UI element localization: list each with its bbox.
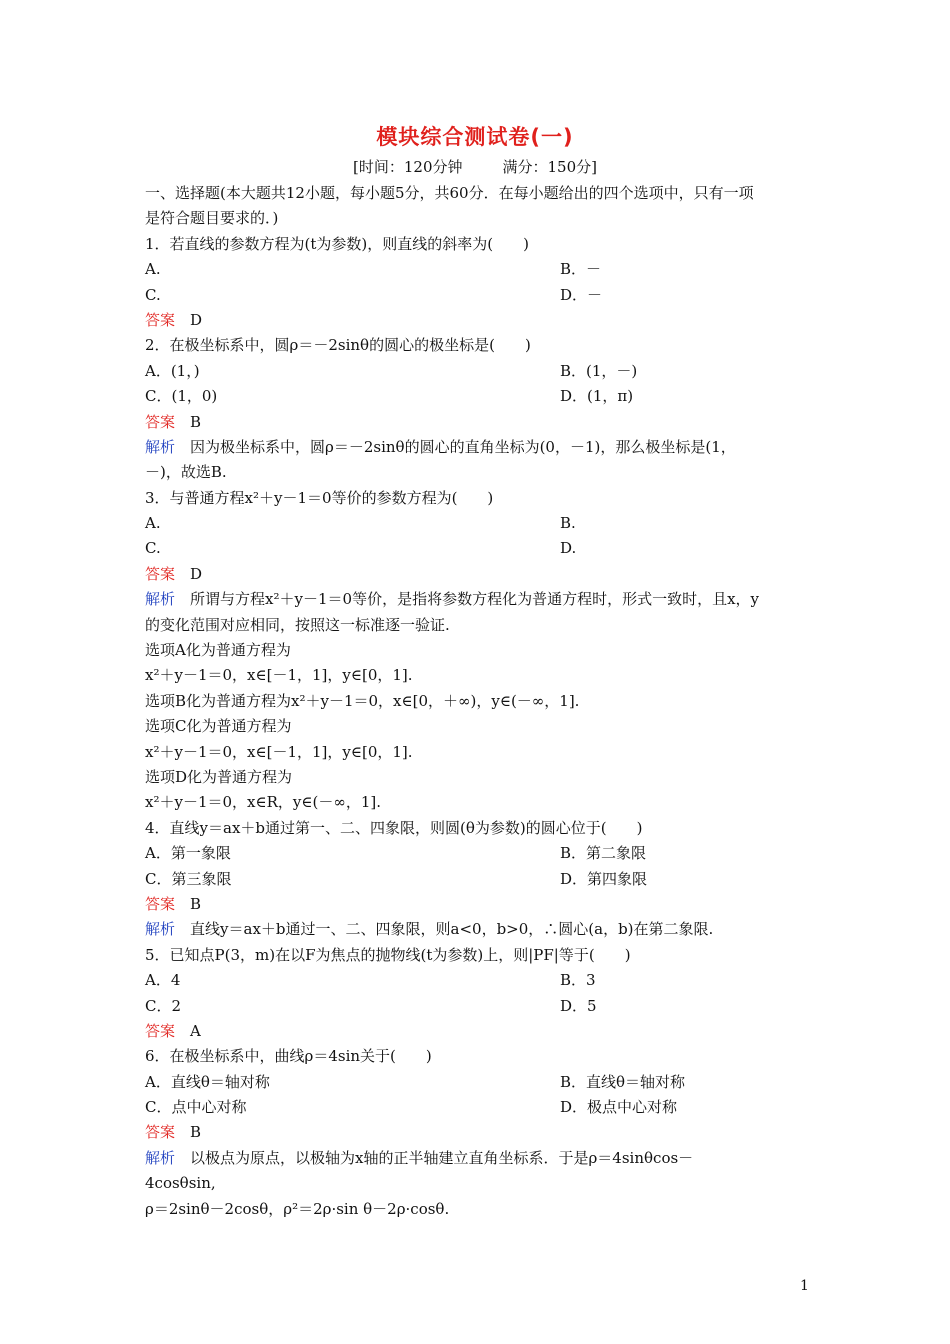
answer-value: B xyxy=(190,1123,202,1142)
analysis-text: 所谓与方程x²＋y－1＝0等价，是指将参数方程化为普通方程时，形式一致时，且x，y xyxy=(190,590,760,609)
option-a: A．4 xyxy=(145,971,181,990)
question-6-options-ab xyxy=(145,1070,813,1095)
answer-value: B xyxy=(190,412,202,431)
answer-label: 答案 xyxy=(145,894,176,913)
question-3-line: 选项A化为普通方程为 xyxy=(145,641,291,660)
section-heading-line-1: 一、选择题(本大题共12小题，每小题5分，共60分．在每小题给出的四个选项中，只有一项 xyxy=(145,184,754,202)
question-1-options-cd xyxy=(145,283,813,308)
option-d: D. xyxy=(560,539,577,558)
question-5-answer xyxy=(145,1019,813,1044)
question-1-stem: 1．若直线的参数方程为(t为参数)，则直线的斜率为( ) xyxy=(145,234,529,253)
page-number: 1 xyxy=(800,1278,809,1294)
question-2-options-cd xyxy=(145,384,813,409)
question-3-line: x²＋y－1＝0，x∈[－1，1]，y∈[0，1]. xyxy=(145,742,413,761)
option-d: D．－ xyxy=(560,285,603,304)
question-6-stem: 6．在极坐标系中，曲线ρ＝4sin关于( ) xyxy=(145,1047,432,1066)
exam-info xyxy=(0,156,950,177)
answer-value: D xyxy=(190,310,203,329)
option-d: D．(1，π) xyxy=(560,387,634,406)
answer-label: 答案 xyxy=(145,1123,176,1142)
option-d: D．极点中心对称 xyxy=(560,1098,678,1117)
question-3-analysis xyxy=(145,587,813,612)
answer-value: D xyxy=(190,564,203,583)
option-c: C. xyxy=(145,285,161,304)
question-4-options-ab xyxy=(145,841,813,866)
option-b: B．直线θ＝轴对称 xyxy=(560,1072,686,1091)
option-c: C．(1，0) xyxy=(145,387,218,406)
question-2-analysis-cont: －)，故选B. xyxy=(145,463,227,482)
option-b: B．第二象限 xyxy=(560,844,647,863)
option-d: D．第四象限 xyxy=(560,869,648,888)
question-1-answer xyxy=(145,308,813,333)
option-a: A．(1，) xyxy=(145,361,200,380)
answer-label: 答案 xyxy=(145,310,176,329)
question-4-answer xyxy=(145,892,813,917)
question-6-analysis xyxy=(145,1146,813,1171)
exam-score: 满分：150分] xyxy=(502,158,597,176)
analysis-label: 解析 xyxy=(145,590,176,609)
analysis-label: 解析 xyxy=(145,920,176,939)
page-title: 模块综合测试卷(一) xyxy=(376,125,574,149)
analysis-label: 解析 xyxy=(145,437,176,456)
option-a: A．第一象限 xyxy=(145,844,231,863)
question-5-options-ab xyxy=(145,968,813,993)
question-3-options-ab xyxy=(145,511,813,536)
answer-label: 答案 xyxy=(145,564,176,583)
option-c: C. xyxy=(145,539,161,558)
answer-label: 答案 xyxy=(145,412,176,431)
question-3-answer xyxy=(145,562,813,587)
analysis-text: 直线y＝ax＋b通过一、二、四象限，则a<0，b>0，∴圆心(a，b)在第二象限. xyxy=(190,920,714,939)
question-3-analysis-cont: 的变化范围对应相同，按照这一标准逐一验证. xyxy=(145,615,450,634)
question-6-answer xyxy=(145,1120,813,1145)
question-4-stem: 4．直线y＝ax＋b通过第一、二、四象限，则圆(θ为参数)的圆心位于( ) xyxy=(145,818,643,837)
question-3-line: x²＋y－1＝0，x∈[－1，1]，y∈[0，1]. xyxy=(145,666,413,685)
option-b: B．3 xyxy=(560,971,596,990)
question-2-answer xyxy=(145,410,813,435)
document-body xyxy=(145,181,813,1222)
option-a: A. xyxy=(145,514,161,533)
question-6-analysis-cont: 4cosθsin, xyxy=(145,1174,216,1193)
question-3-options-cd xyxy=(145,536,813,561)
question-2-analysis xyxy=(145,435,813,460)
question-6-options-cd xyxy=(145,1095,813,1120)
question-2-stem: 2．在极坐标系中，圆ρ＝－2sinθ的圆心的极坐标是( ) xyxy=(145,336,531,355)
question-4-analysis xyxy=(145,917,813,942)
option-b: B．－ xyxy=(560,260,602,279)
analysis-label: 解析 xyxy=(145,1148,176,1167)
question-3-stem: 3．与普通方程x²＋y－1＝0等价的参数方程为( ) xyxy=(145,488,494,507)
exam-time: [时间：120分钟 xyxy=(353,158,463,176)
question-4-options-cd xyxy=(145,867,813,892)
option-b: B. xyxy=(560,514,576,533)
option-c: C．点中心对称 xyxy=(145,1098,247,1117)
option-c: C．第三象限 xyxy=(145,869,232,888)
question-6-analysis-cont: ρ＝2sinθ－2cosθ，ρ²＝2ρ·sin θ－2ρ·cosθ. xyxy=(145,1199,450,1218)
section-heading-line-2: 是符合题目要求的．) xyxy=(145,209,279,228)
analysis-text: 以极点为原点，以极轴为x轴的正半轴建立直角坐标系．于是ρ＝4sinθcos－ xyxy=(190,1148,694,1167)
analysis-text: 因为极坐标系中，圆ρ＝－2sinθ的圆心的直角坐标为(0，－1)，那么极坐标是(1， xyxy=(190,437,736,456)
question-2-options-ab xyxy=(145,359,813,384)
question-3-line: 选项C化为普通方程为 xyxy=(145,717,292,736)
answer-value: A xyxy=(190,1021,201,1040)
question-3-line: 选项D化为普通方程为 xyxy=(145,767,293,786)
question-1-options-ab xyxy=(145,257,813,282)
option-d: D．5 xyxy=(560,996,597,1015)
answer-value: B xyxy=(190,894,202,913)
option-b: B．(1，－) xyxy=(560,361,638,380)
question-3-line: x²＋y－1＝0，x∈R，y∈(－∞，1]. xyxy=(145,793,381,812)
answer-label: 答案 xyxy=(145,1021,176,1040)
option-c: C．2 xyxy=(145,996,182,1015)
question-5-stem: 5．已知点P(3，m)在以F为焦点的抛物线(t为参数)上，则|PF|等于( ) xyxy=(145,945,631,964)
question-5-options-cd xyxy=(145,994,813,1019)
option-a: A. xyxy=(145,260,161,279)
option-a: A．直线θ＝轴对称 xyxy=(145,1072,270,1091)
question-3-line: 选项B化为普通方程为x²＋y－1＝0，x∈[0，＋∞)，y∈(－∞，1]. xyxy=(145,691,580,710)
